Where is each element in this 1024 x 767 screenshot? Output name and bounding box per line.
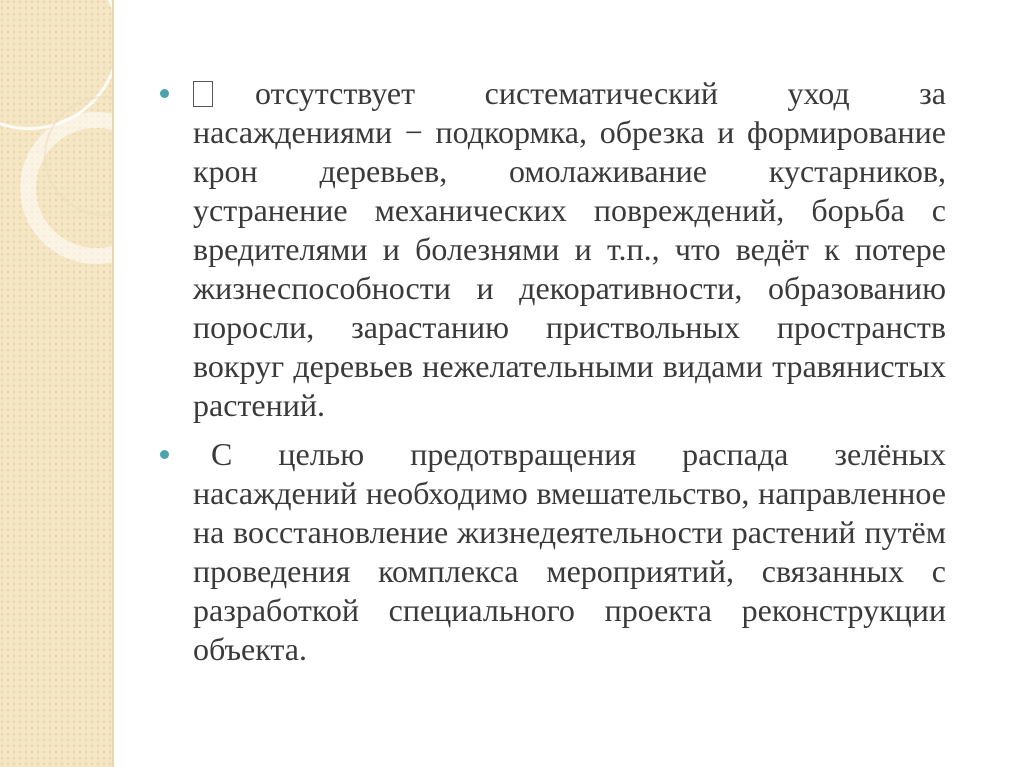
slide-body <box>160 74 946 679</box>
bullet-text: отсутствует систематический уход за насаждениями − подкормка, обрезка и формирование крон деревьев, омолаживание кустарников, устранение механических повреждений, борьба с вредителями и болезнями и т.п., что ведёт к потере жизнеспособности и декоративности, образованию поросли, зарастанию приствольных пространств вокруг деревьев нежелательными видами травянистых растений. <box>193 75 946 423</box>
bullet-text: С целью предотвращения распада зелёных насаждений необходимо вмешательство, направленное на восстановление жизнедеятельности растений путём проведения комплекса мероприятий, связанных с разработкой специального проекта реконструкции объекта. <box>193 436 946 667</box>
bullet-dot-icon <box>160 89 169 98</box>
missing-glyph-icon <box>193 81 213 107</box>
bullet-item <box>160 74 946 425</box>
bullet-dot-icon <box>160 450 169 459</box>
bullet-item <box>160 435 946 669</box>
sidebar-divider <box>112 0 114 767</box>
decorative-sidebar <box>0 0 112 767</box>
